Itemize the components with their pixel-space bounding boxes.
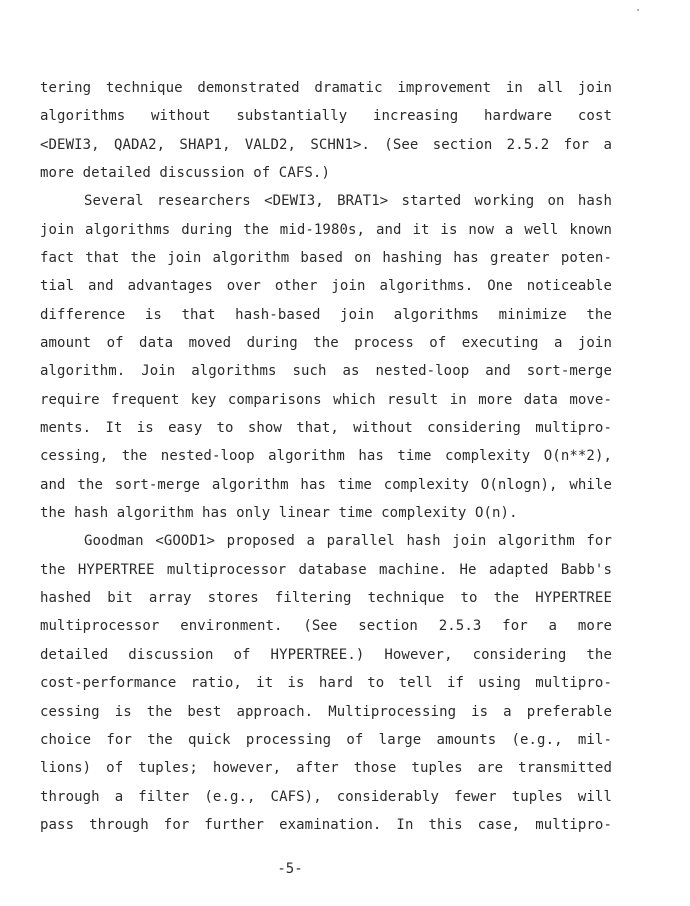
paragraph-3-line-8: choice for the quick processing of large amounts (e.g., mil- [40, 732, 612, 748]
paragraph-2-line-2: join algorithms during the mid-1980s, and it is now a well known [40, 222, 612, 238]
scan-speck [637, 9, 639, 11]
paragraph-1-line-3: <DEWI3, QADA2, SHAP1, VALD2, SCHN1>. (See section 2.5.2 for a [40, 137, 612, 153]
paragraph-3-line-6: cost-performance ratio, it is hard to tell if using multipro- [40, 675, 612, 691]
paragraph-1-line-1: tering technique demonstrated dramatic improvement in all join [40, 80, 612, 96]
paragraph-3-line-11: pass through for further examination. In this case, multipro- [40, 817, 612, 833]
paragraph-2-line-5: difference is that hash-based join algorithms minimize the [40, 307, 612, 323]
page-number: -5- [277, 861, 303, 877]
paragraph-3-line-4: multiprocessor environment. (See section 2.5.3 for a more [40, 618, 612, 634]
paragraph-2-line-11: and the sort-merge algorithm has time complexity O(nlogn), while [40, 477, 612, 493]
paragraph-2-line-12: the hash algorithm has only linear time complexity O(n). [40, 505, 518, 521]
paragraph-3-line-1: Goodman <GOOD1> proposed a parallel hash join algorithm for [84, 533, 612, 549]
paragraph-3-line-5: detailed discussion of HYPERTREE.) However, considering the [40, 647, 612, 663]
paragraph-2-line-4: tial and advantages over other join algorithms. One noticeable [40, 278, 612, 294]
paragraph-3-line-10: through a filter (e.g., CAFS), considerably fewer tuples will [40, 789, 612, 805]
paragraph-2-line-6: amount of data moved during the process of executing a join [40, 335, 612, 351]
paragraph-3-line-7: cessing is the best approach. Multiprocessing is a preferable [40, 704, 612, 720]
paragraph-2-line-8: require frequent key comparisons which result in more data move- [40, 392, 612, 408]
paragraph-2-line-3: fact that the join algorithm based on hashing has greater poten- [40, 250, 612, 266]
paragraph-2-line-1: Several researchers <DEWI3, BRAT1> started working on hash [84, 193, 612, 209]
paragraph-3-line-3: hashed bit array stores filtering technique to the HYPERTREE [40, 590, 612, 606]
paragraph-2-line-9: ments. It is easy to show that, without considering multipro- [40, 420, 612, 436]
paragraph-1-line-2: algorithms without substantially increasing hardware cost [40, 108, 612, 124]
paragraph-2-line-7: algorithm. Join algorithms such as nested-loop and sort-merge [40, 363, 612, 379]
paragraph-1-line-4: more detailed discussion of CAFS.) [40, 165, 330, 181]
paragraph-2-line-10: cessing, the nested-loop algorithm has time complexity O(n**2), [40, 448, 612, 464]
paragraph-3-line-9: lions) of tuples; however, after those tuples are transmitted [40, 760, 612, 776]
paragraph-3-line-2: the HYPERTREE multiprocessor database machine. He adapted Babb's [40, 562, 612, 578]
